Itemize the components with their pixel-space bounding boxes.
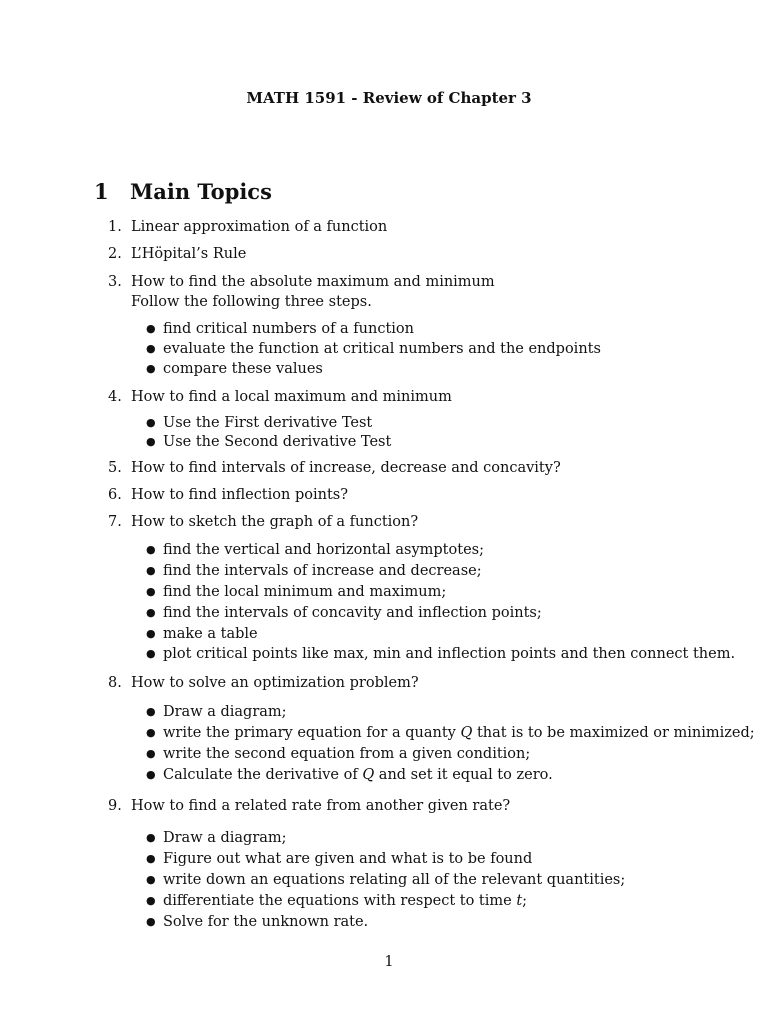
item-number: 2. [108, 246, 122, 262]
section-title: Main Topics [130, 179, 272, 204]
bullet-item: ● Use the Second derivative Test [146, 434, 392, 450]
item-text: Linear approximation of a function [131, 219, 388, 235]
bullet-icon: ● [146, 322, 156, 335]
bullet-icon: ● [146, 627, 156, 640]
variable-q: Q [362, 767, 375, 783]
item-text: How to find the absolute maximum and minimum [131, 274, 495, 290]
bullet-item: ● Solve for the unknown rate. [146, 914, 369, 930]
bullet-icon: ● [146, 435, 156, 448]
bullet-icon: ● [146, 585, 156, 598]
list-item [108, 512, 418, 532]
item-text: L’Höpital’s Rule [131, 246, 247, 262]
bullet-item: ● Figure out what are given and what is to be found [146, 851, 533, 867]
list-item [108, 244, 246, 264]
bullet-icon: ● [146, 915, 156, 928]
list-item [108, 272, 495, 292]
bullet-item: ● Use the First derivative Test [146, 415, 373, 431]
item-number: 1. [108, 219, 122, 235]
section-number: 1 [94, 179, 109, 204]
bullet-icon: ● [146, 873, 156, 886]
list-item [108, 485, 348, 505]
bullet-icon: ● [146, 647, 156, 660]
bullet-item: ● find the local minimum and maximum; [146, 584, 447, 600]
bullet-item: ● find the intervals of concavity and inflection points; [146, 605, 542, 621]
list-item [108, 217, 387, 237]
list-item [108, 458, 561, 478]
bullet-icon: ● [146, 747, 156, 760]
bullet-icon: ● [146, 606, 156, 619]
item-number: 9. [108, 798, 122, 814]
item-number: 5. [108, 460, 122, 476]
list-item [108, 673, 419, 693]
item-number: 7. [108, 514, 122, 530]
item-text: How to find a local maximum and minimum [131, 389, 452, 405]
bullet-item: ● Calculate the derivative of Q and set it equal to zero. [146, 767, 553, 783]
bullet-item: ● find critical numbers of a function [146, 321, 414, 337]
item-text: How to find intervals of increase, decrease and concavity? [131, 460, 561, 476]
bullet-icon: ● [146, 831, 156, 844]
bullet-item: ● differentiate the equations with respect to time t; [146, 893, 528, 909]
bullet-item: ● Draw a diagram; [146, 704, 287, 720]
bullet-item: ● write the second equation from a given condition; [146, 746, 531, 762]
bullet-item: ● write down an equations relating all of the relevant quantities; [146, 872, 626, 888]
bullet-item: ● find the intervals of increase and decrease; [146, 563, 482, 579]
bullet-icon: ● [146, 543, 156, 556]
bullet-icon: ● [146, 416, 156, 429]
bullet-item: ● Draw a diagram; [146, 830, 287, 846]
bullet-item: ● evaluate the function at critical numbers and the endpoints [146, 341, 601, 357]
bullet-item: ● write the primary equation for a quanty Q that is to be maximized or minimized; [146, 725, 755, 741]
item-text: How to solve an optimization problem? [131, 675, 419, 691]
bullet-item: ● make a table [146, 626, 258, 642]
bullet-icon: ● [146, 894, 156, 907]
list-item [108, 796, 510, 816]
item-number: 6. [108, 487, 122, 503]
variable-q: Q [460, 725, 473, 741]
bullet-item: ● compare these values [146, 361, 323, 377]
item-continuation: Follow the following three steps. [131, 294, 372, 310]
item-number: 3. [108, 274, 122, 290]
list-item [108, 387, 452, 407]
bullet-icon: ● [146, 852, 156, 865]
item-text: How to find inflection points? [131, 487, 348, 503]
item-text: How to sketch the graph of a function? [131, 514, 419, 530]
bullet-icon: ● [146, 705, 156, 718]
bullet-item: ● find the vertical and horizontal asymptotes; [146, 542, 484, 558]
page-number: 1 [384, 954, 394, 970]
bullet-icon: ● [146, 726, 156, 739]
bullet-icon: ● [146, 564, 156, 577]
document-title: MATH 1591 - Review of Chapter 3 [246, 89, 532, 107]
bullet-icon: ● [146, 342, 156, 355]
item-number: 4. [108, 389, 122, 405]
section-heading [94, 179, 272, 204]
item-text: How to find a related rate from another given rate? [131, 798, 511, 814]
bullet-icon: ● [146, 768, 156, 781]
bullet-icon: ● [146, 362, 156, 375]
bullet-item: ● plot critical points like max, min and inflection points and then connect them. [146, 646, 736, 662]
item-number: 8. [108, 675, 122, 691]
variable-t: t [516, 893, 523, 909]
